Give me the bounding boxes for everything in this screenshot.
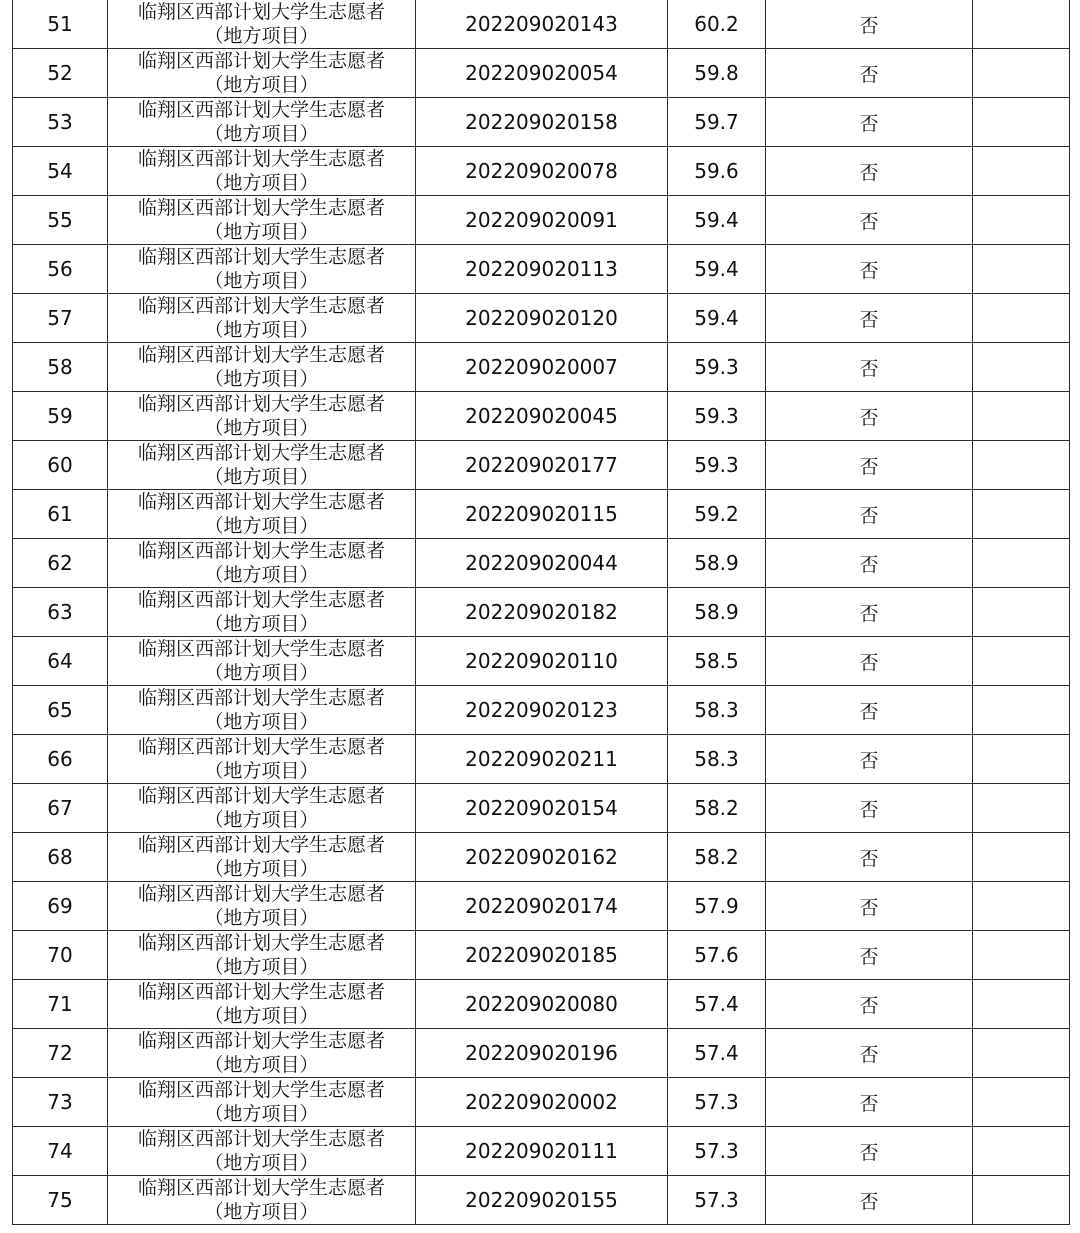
position-category: （地方项目） bbox=[204, 74, 319, 96]
position-name: 临翔区西部计划大学生志愿者 bbox=[137, 393, 385, 415]
table-row bbox=[13, 98, 1070, 147]
position-cell bbox=[108, 1127, 416, 1176]
table-row bbox=[13, 441, 1070, 490]
row-number-cell: 55 bbox=[13, 196, 108, 245]
position-category: （地方项目） bbox=[204, 1103, 319, 1125]
position-cell bbox=[108, 490, 416, 539]
score-cell: 57.3 bbox=[668, 1176, 766, 1225]
position-name: 临翔区西部计划大学生志愿者 bbox=[137, 1030, 385, 1052]
position-cell bbox=[108, 392, 416, 441]
row-number-cell: 56 bbox=[13, 245, 108, 294]
position-category: （地方项目） bbox=[204, 858, 319, 880]
exam-id-cell: 202209020211 bbox=[416, 735, 668, 784]
position-category: （地方项目） bbox=[204, 760, 319, 782]
interview-flag-cell: 否 bbox=[766, 637, 973, 686]
table-row bbox=[13, 294, 1070, 343]
remark-cell bbox=[973, 294, 1070, 343]
position-cell bbox=[108, 539, 416, 588]
remark-cell bbox=[973, 98, 1070, 147]
score-cell: 59.3 bbox=[668, 441, 766, 490]
position-category: （地方项目） bbox=[204, 221, 319, 243]
row-number-cell: 72 bbox=[13, 1029, 108, 1078]
remark-cell bbox=[973, 1176, 1070, 1225]
table-row bbox=[13, 392, 1070, 441]
score-cell: 57.3 bbox=[668, 1078, 766, 1127]
remark-cell bbox=[973, 441, 1070, 490]
position-name: 临翔区西部计划大学生志愿者 bbox=[137, 589, 385, 611]
table-row bbox=[13, 539, 1070, 588]
position-category: （地方项目） bbox=[204, 956, 319, 978]
interview-flag-cell: 否 bbox=[766, 980, 973, 1029]
position-category: （地方项目） bbox=[204, 1152, 319, 1174]
score-cell: 59.6 bbox=[668, 147, 766, 196]
results-table-body bbox=[13, 0, 1070, 1225]
row-number-cell: 63 bbox=[13, 588, 108, 637]
position-cell bbox=[108, 1029, 416, 1078]
position-name: 临翔区西部计划大学生志愿者 bbox=[137, 491, 385, 513]
position-cell bbox=[108, 686, 416, 735]
row-number-cell: 73 bbox=[13, 1078, 108, 1127]
exam-id-cell: 202209020158 bbox=[416, 98, 668, 147]
row-number-cell: 51 bbox=[13, 0, 108, 49]
table-row bbox=[13, 245, 1070, 294]
position-name: 临翔区西部计划大学生志愿者 bbox=[137, 785, 385, 807]
exam-id-cell: 202209020196 bbox=[416, 1029, 668, 1078]
table-row bbox=[13, 784, 1070, 833]
score-cell: 58.9 bbox=[668, 588, 766, 637]
remark-cell bbox=[973, 833, 1070, 882]
score-cell: 59.3 bbox=[668, 343, 766, 392]
position-cell bbox=[108, 294, 416, 343]
interview-flag-cell: 否 bbox=[766, 0, 973, 49]
table-row bbox=[13, 196, 1070, 245]
position-cell bbox=[108, 49, 416, 98]
position-name: 临翔区西部计划大学生志愿者 bbox=[137, 99, 385, 121]
exam-id-cell: 202209020154 bbox=[416, 784, 668, 833]
exam-id-cell: 202209020110 bbox=[416, 637, 668, 686]
position-category: （地方项目） bbox=[204, 613, 319, 635]
interview-flag-cell: 否 bbox=[766, 147, 973, 196]
interview-flag-cell: 否 bbox=[766, 1127, 973, 1176]
position-name: 临翔区西部计划大学生志愿者 bbox=[137, 1177, 385, 1199]
remark-cell bbox=[973, 686, 1070, 735]
exam-id-cell: 202209020143 bbox=[416, 0, 668, 49]
table-row bbox=[13, 686, 1070, 735]
exam-id-cell: 202209020007 bbox=[416, 343, 668, 392]
score-cell: 59.4 bbox=[668, 294, 766, 343]
position-category: （地方项目） bbox=[204, 907, 319, 929]
remark-cell bbox=[973, 931, 1070, 980]
position-name: 临翔区西部计划大学生志愿者 bbox=[137, 981, 385, 1003]
exam-id-cell: 202209020045 bbox=[416, 392, 668, 441]
score-cell: 59.4 bbox=[668, 245, 766, 294]
row-number-cell: 54 bbox=[13, 147, 108, 196]
remark-cell bbox=[973, 882, 1070, 931]
interview-flag-cell: 否 bbox=[766, 1176, 973, 1225]
table-row bbox=[13, 1127, 1070, 1176]
position-name: 临翔区西部计划大学生志愿者 bbox=[137, 295, 385, 317]
exam-id-cell: 202209020113 bbox=[416, 245, 668, 294]
score-cell: 58.3 bbox=[668, 686, 766, 735]
row-number-cell: 67 bbox=[13, 784, 108, 833]
score-cell: 57.3 bbox=[668, 1127, 766, 1176]
position-cell bbox=[108, 980, 416, 1029]
position-cell bbox=[108, 0, 416, 49]
row-number-cell: 74 bbox=[13, 1127, 108, 1176]
position-cell bbox=[108, 245, 416, 294]
row-number-cell: 52 bbox=[13, 49, 108, 98]
position-cell bbox=[108, 147, 416, 196]
score-cell: 58.5 bbox=[668, 637, 766, 686]
row-number-cell: 70 bbox=[13, 931, 108, 980]
position-name: 临翔区西部计划大学生志愿者 bbox=[137, 197, 385, 219]
position-cell bbox=[108, 98, 416, 147]
interview-flag-cell: 否 bbox=[766, 245, 973, 294]
position-name: 临翔区西部计划大学生志愿者 bbox=[137, 736, 385, 758]
exam-id-cell: 202209020182 bbox=[416, 588, 668, 637]
table-row bbox=[13, 49, 1070, 98]
exam-id-cell: 202209020091 bbox=[416, 196, 668, 245]
table-row bbox=[13, 931, 1070, 980]
row-number-cell: 66 bbox=[13, 735, 108, 784]
remark-cell bbox=[973, 735, 1070, 784]
score-cell: 59.3 bbox=[668, 392, 766, 441]
row-number-cell: 57 bbox=[13, 294, 108, 343]
row-number-cell: 62 bbox=[13, 539, 108, 588]
exam-id-cell: 202209020123 bbox=[416, 686, 668, 735]
position-name: 临翔区西部计划大学生志愿者 bbox=[137, 1, 385, 23]
position-cell bbox=[108, 343, 416, 392]
row-number-cell: 53 bbox=[13, 98, 108, 147]
remark-cell bbox=[973, 196, 1070, 245]
position-name: 临翔区西部计划大学生志愿者 bbox=[137, 1128, 385, 1150]
exam-id-cell: 202209020177 bbox=[416, 441, 668, 490]
score-cell: 57.9 bbox=[668, 882, 766, 931]
position-cell bbox=[108, 196, 416, 245]
remark-cell bbox=[973, 0, 1070, 49]
position-name: 临翔区西部计划大学生志愿者 bbox=[137, 687, 385, 709]
remark-cell bbox=[973, 784, 1070, 833]
exam-id-cell: 202209020080 bbox=[416, 980, 668, 1029]
table-row bbox=[13, 147, 1070, 196]
results-table bbox=[12, 0, 1070, 1225]
table-row bbox=[13, 833, 1070, 882]
interview-flag-cell: 否 bbox=[766, 539, 973, 588]
interview-flag-cell: 否 bbox=[766, 1029, 973, 1078]
interview-flag-cell: 否 bbox=[766, 343, 973, 392]
table-row bbox=[13, 882, 1070, 931]
position-category: （地方项目） bbox=[204, 515, 319, 537]
remark-cell bbox=[973, 637, 1070, 686]
score-cell: 59.7 bbox=[668, 98, 766, 147]
interview-flag-cell: 否 bbox=[766, 441, 973, 490]
row-number-cell: 71 bbox=[13, 980, 108, 1029]
row-number-cell: 65 bbox=[13, 686, 108, 735]
position-category: （地方项目） bbox=[204, 417, 319, 439]
exam-id-cell: 202209020044 bbox=[416, 539, 668, 588]
interview-flag-cell: 否 bbox=[766, 98, 973, 147]
exam-id-cell: 202209020078 bbox=[416, 147, 668, 196]
score-cell: 58.2 bbox=[668, 833, 766, 882]
position-category: （地方项目） bbox=[204, 1005, 319, 1027]
position-category: （地方项目） bbox=[204, 564, 319, 586]
position-name: 临翔区西部计划大学生志愿者 bbox=[137, 148, 385, 170]
position-name: 临翔区西部计划大学生志愿者 bbox=[137, 50, 385, 72]
interview-flag-cell: 否 bbox=[766, 392, 973, 441]
remark-cell bbox=[973, 1029, 1070, 1078]
table-row bbox=[13, 1078, 1070, 1127]
score-cell: 57.6 bbox=[668, 931, 766, 980]
row-number-cell: 75 bbox=[13, 1176, 108, 1225]
table-row bbox=[13, 490, 1070, 539]
interview-flag-cell: 否 bbox=[766, 931, 973, 980]
position-name: 临翔区西部计划大学生志愿者 bbox=[137, 442, 385, 464]
position-category: （地方项目） bbox=[204, 711, 319, 733]
score-cell: 58.3 bbox=[668, 735, 766, 784]
position-name: 临翔区西部计划大学生志愿者 bbox=[137, 344, 385, 366]
remark-cell bbox=[973, 588, 1070, 637]
score-cell: 60.2 bbox=[668, 0, 766, 49]
position-category: （地方项目） bbox=[204, 123, 319, 145]
table-row bbox=[13, 588, 1070, 637]
score-cell: 59.8 bbox=[668, 49, 766, 98]
position-category: （地方项目） bbox=[204, 1201, 319, 1223]
position-category: （地方项目） bbox=[204, 1054, 319, 1076]
remark-cell bbox=[973, 392, 1070, 441]
position-cell bbox=[108, 441, 416, 490]
exam-id-cell: 202209020120 bbox=[416, 294, 668, 343]
interview-flag-cell: 否 bbox=[766, 588, 973, 637]
row-number-cell: 59 bbox=[13, 392, 108, 441]
remark-cell bbox=[973, 1127, 1070, 1176]
position-category: （地方项目） bbox=[204, 662, 319, 684]
position-category: （地方项目） bbox=[204, 172, 319, 194]
position-name: 临翔区西部计划大学生志愿者 bbox=[137, 883, 385, 905]
interview-flag-cell: 否 bbox=[766, 882, 973, 931]
interview-flag-cell: 否 bbox=[766, 294, 973, 343]
row-number-cell: 60 bbox=[13, 441, 108, 490]
score-cell: 58.9 bbox=[668, 539, 766, 588]
row-number-cell: 64 bbox=[13, 637, 108, 686]
position-cell bbox=[108, 784, 416, 833]
interview-flag-cell: 否 bbox=[766, 490, 973, 539]
table-row bbox=[13, 1029, 1070, 1078]
row-number-cell: 58 bbox=[13, 343, 108, 392]
exam-id-cell: 202209020002 bbox=[416, 1078, 668, 1127]
interview-flag-cell: 否 bbox=[766, 1078, 973, 1127]
table-row bbox=[13, 980, 1070, 1029]
table-row bbox=[13, 343, 1070, 392]
interview-flag-cell: 否 bbox=[766, 686, 973, 735]
exam-id-cell: 202209020054 bbox=[416, 49, 668, 98]
position-cell bbox=[108, 931, 416, 980]
position-category: （地方项目） bbox=[204, 270, 319, 292]
remark-cell bbox=[973, 49, 1070, 98]
position-cell bbox=[108, 1078, 416, 1127]
position-category: （地方项目） bbox=[204, 368, 319, 390]
row-number-cell: 61 bbox=[13, 490, 108, 539]
position-cell bbox=[108, 735, 416, 784]
exam-id-cell: 202209020174 bbox=[416, 882, 668, 931]
position-name: 临翔区西部计划大学生志愿者 bbox=[137, 834, 385, 856]
interview-flag-cell: 否 bbox=[766, 196, 973, 245]
score-cell: 57.4 bbox=[668, 1029, 766, 1078]
exam-id-cell: 202209020162 bbox=[416, 833, 668, 882]
remark-cell bbox=[973, 245, 1070, 294]
position-cell bbox=[108, 1176, 416, 1225]
exam-id-cell: 202209020115 bbox=[416, 490, 668, 539]
score-cell: 57.4 bbox=[668, 980, 766, 1029]
position-category: （地方项目） bbox=[204, 319, 319, 341]
remark-cell bbox=[973, 147, 1070, 196]
table-row bbox=[13, 0, 1070, 49]
score-cell: 58.2 bbox=[668, 784, 766, 833]
interview-flag-cell: 否 bbox=[766, 49, 973, 98]
exam-id-cell: 202209020185 bbox=[416, 931, 668, 980]
remark-cell bbox=[973, 1078, 1070, 1127]
position-name: 临翔区西部计划大学生志愿者 bbox=[137, 1079, 385, 1101]
table-row bbox=[13, 637, 1070, 686]
table-row bbox=[13, 735, 1070, 784]
remark-cell bbox=[973, 539, 1070, 588]
position-name: 临翔区西部计划大学生志愿者 bbox=[137, 932, 385, 954]
row-number-cell: 69 bbox=[13, 882, 108, 931]
score-cell: 59.4 bbox=[668, 196, 766, 245]
interview-flag-cell: 否 bbox=[766, 784, 973, 833]
row-number-cell: 68 bbox=[13, 833, 108, 882]
position-category: （地方项目） bbox=[204, 25, 319, 47]
interview-flag-cell: 否 bbox=[766, 833, 973, 882]
remark-cell bbox=[973, 490, 1070, 539]
interview-flag-cell: 否 bbox=[766, 735, 973, 784]
score-cell: 59.2 bbox=[668, 490, 766, 539]
position-cell bbox=[108, 637, 416, 686]
position-category: （地方项目） bbox=[204, 809, 319, 831]
table-row bbox=[13, 1176, 1070, 1225]
exam-id-cell: 202209020155 bbox=[416, 1176, 668, 1225]
position-name: 临翔区西部计划大学生志愿者 bbox=[137, 246, 385, 268]
position-name: 临翔区西部计划大学生志愿者 bbox=[137, 638, 385, 660]
remark-cell bbox=[973, 343, 1070, 392]
position-cell bbox=[108, 588, 416, 637]
exam-id-cell: 202209020111 bbox=[416, 1127, 668, 1176]
position-cell bbox=[108, 833, 416, 882]
position-category: （地方项目） bbox=[204, 466, 319, 488]
remark-cell bbox=[973, 980, 1070, 1029]
position-cell bbox=[108, 882, 416, 931]
position-name: 临翔区西部计划大学生志愿者 bbox=[137, 540, 385, 562]
